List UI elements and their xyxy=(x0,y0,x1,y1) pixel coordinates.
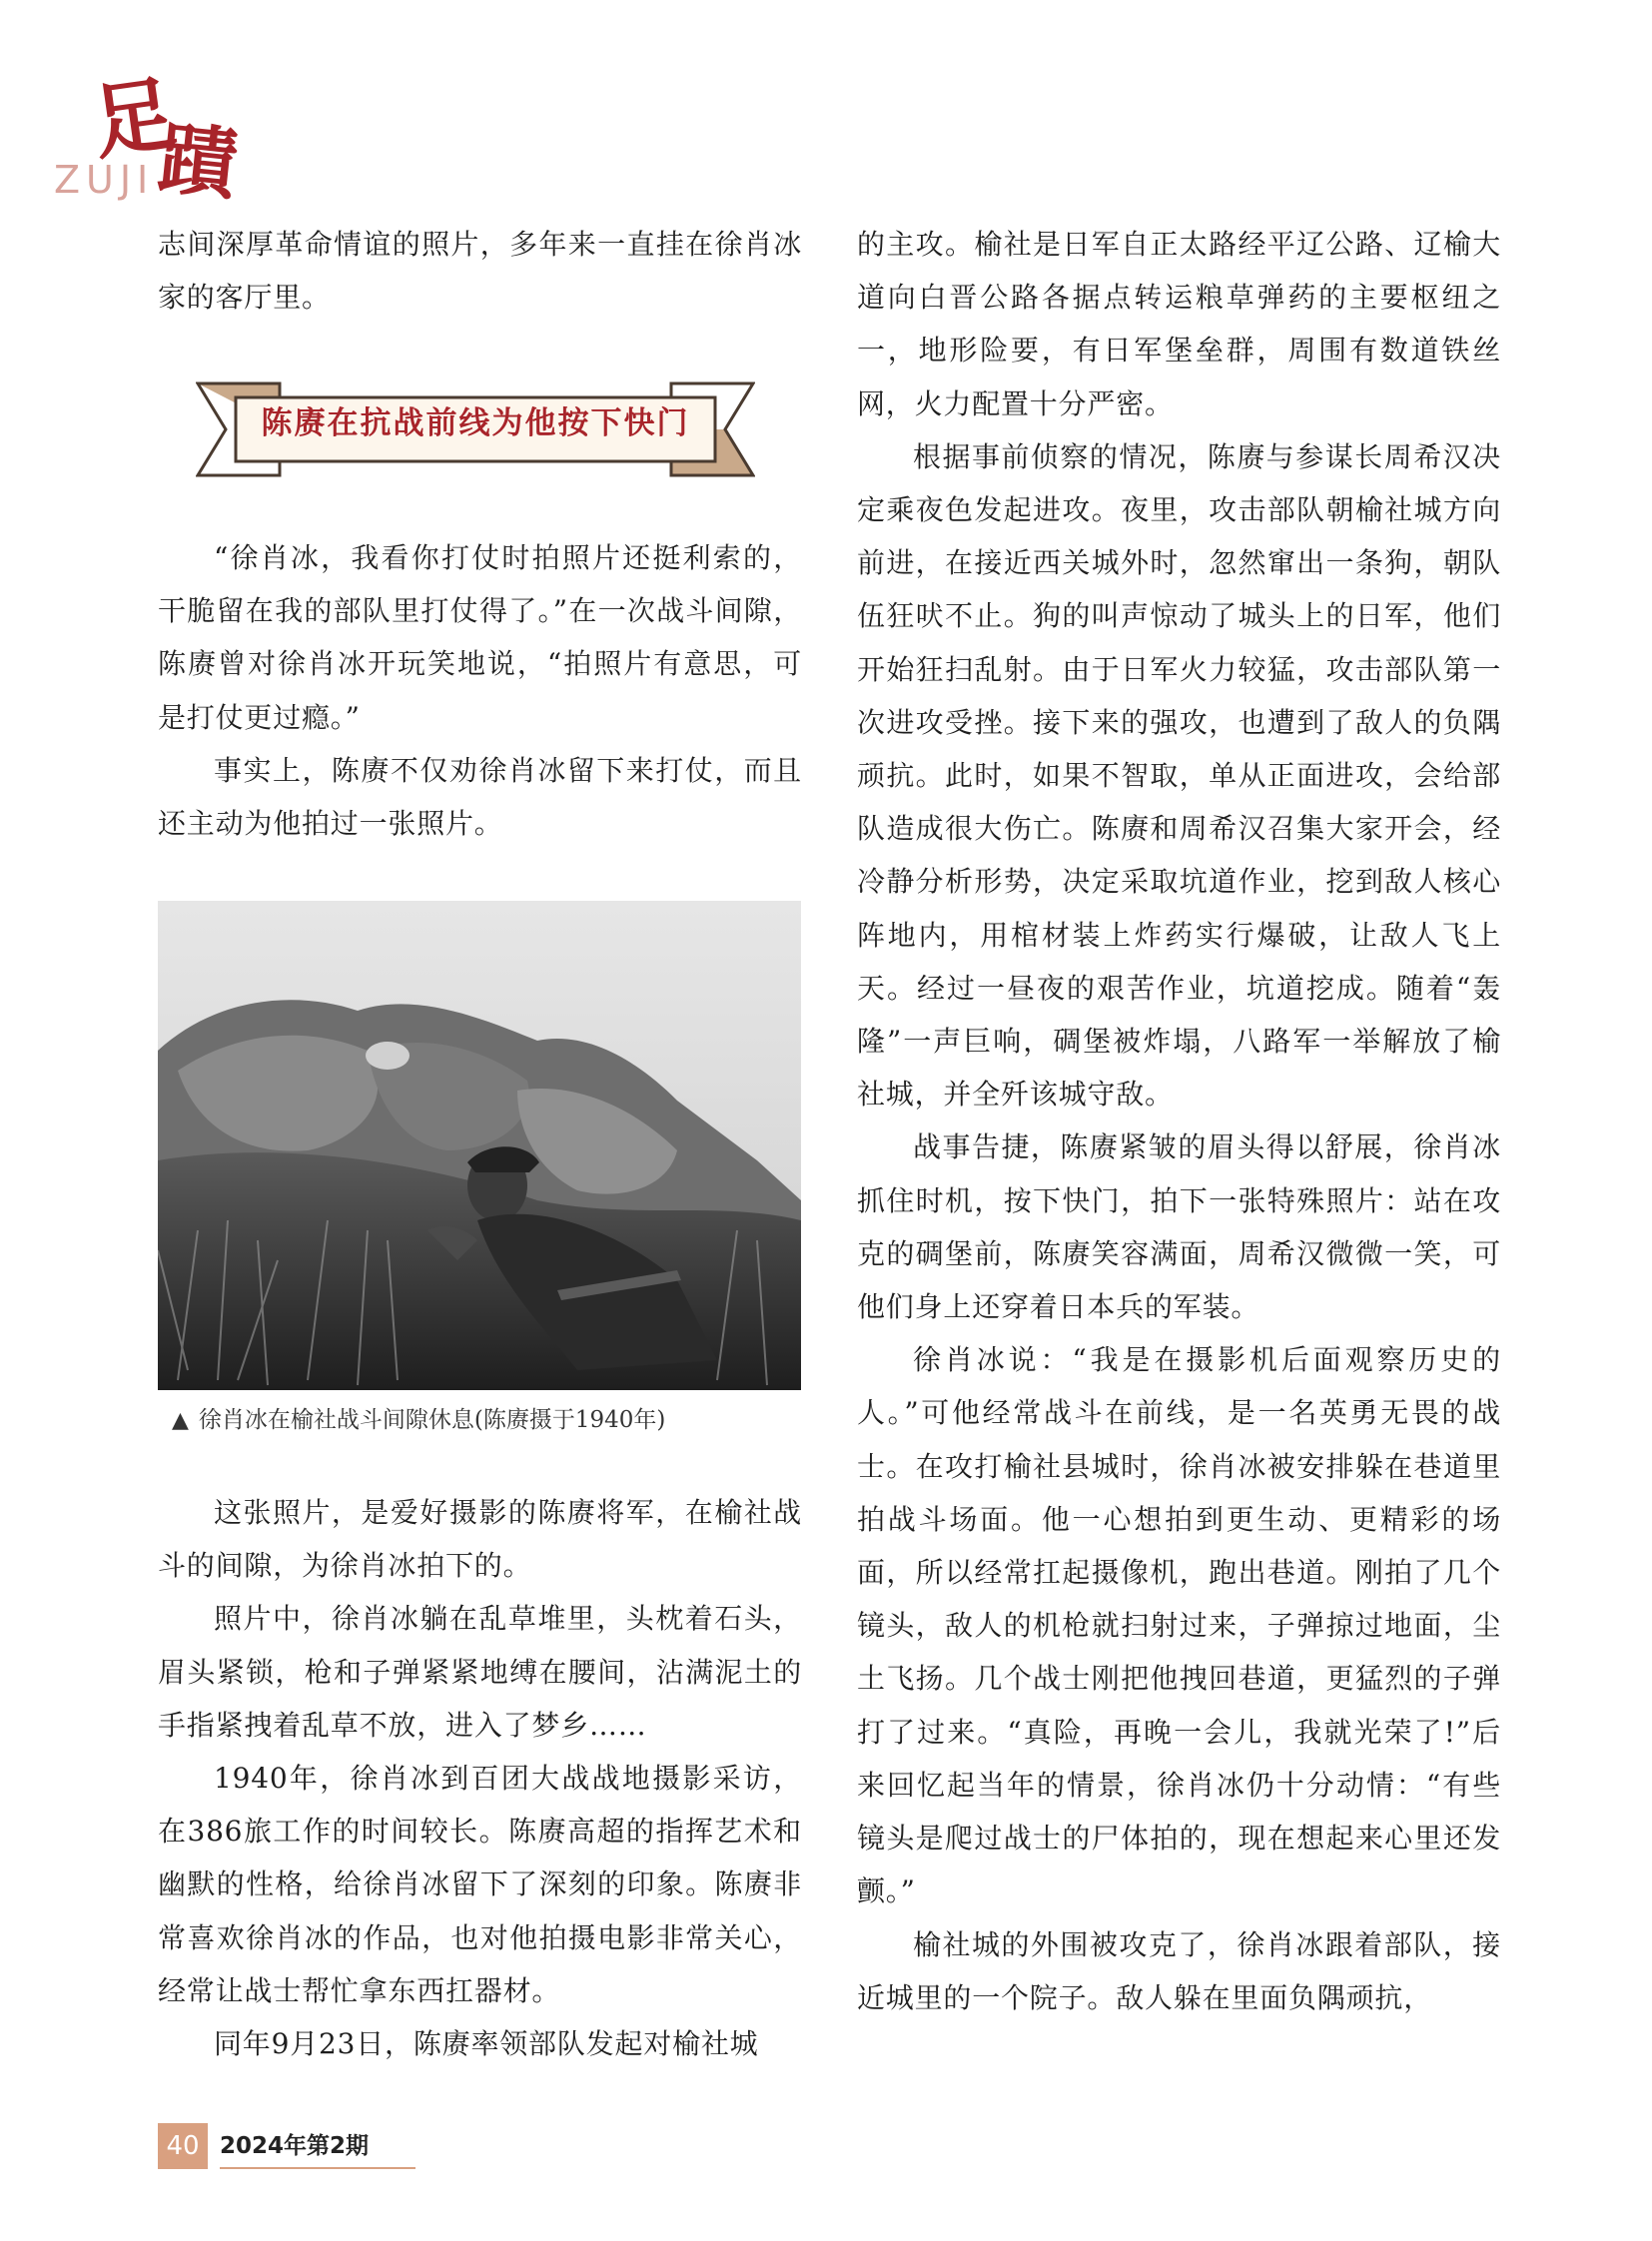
historical-photo xyxy=(158,901,801,1390)
paragraph: 照片中，徐肖冰躺在乱草堆里，头枕着石头，眉头紧锁，枪和子弹紧紧地缚在腰间，沾满泥土的手指紧拽着乱草不放，进入了梦乡…… xyxy=(158,1602,802,1742)
left-column-bottom xyxy=(158,1486,802,2070)
page-footer xyxy=(158,2123,415,2169)
paragraph: 志间深厚革命情谊的照片，多年来一直挂在徐肖冰家的客厅里。 xyxy=(158,228,802,315)
section-heading-banner xyxy=(196,379,755,479)
photo-caption xyxy=(172,1402,811,1439)
footer-divider xyxy=(220,2167,415,2169)
paragraph: 的主攻。榆社是日军自正太路经平辽公路、辽榆大道向白晋公路各据点转运粮草弹药的主要枢纽之一，地形险要，有日军堡垒群，周围有数道铁丝网，火力配置十分严密。 xyxy=(857,228,1501,420)
magazine-logo xyxy=(52,60,252,212)
logo-pinyin: ZUJI xyxy=(54,158,155,202)
paragraph: 战事告捷，陈赓紧皱的眉头得以舒展，徐肖冰抓住时机，按下快门，拍下一张特殊照片：站在攻克的碉堡前，陈赓笑容满面，周希汉微微一笑，可他们身上还穿着日本兵的军装。 xyxy=(857,1130,1501,1324)
paragraph: 这张照片，是爱好摄影的陈赓将军，在榆社战斗的间隙，为徐肖冰拍下的。 xyxy=(158,1496,802,1583)
paragraph: 根据事前侦察的情况，陈赓与参谋长周希汉决定乘夜色发起进攻。夜里，攻击部队朝榆社城方向前进，在接近西关城外时，忽然窜出一条狗，朝队伍狂吠不止。狗的叫声惊动了城头上的日军，他们开始狂扫乱射。由于日军火力较猛，攻击部队第一次进攻受挫。接下来的强攻，也遭到了敌人的负隅顽抗。此时，如果不智取，单从正面进攻，会给部队造成很大伤亡。陈赓和周希汉召集大家开会，经冷静分析形势，决定采取坑道作业，挖到敌人核心阵地内，用棺材装上炸药实行爆破，让敌人飞上天。经过一昼夜的艰苦作业，坑道挖成。随着“轰隆”一声巨响，碉堡被炸塌，八路军一举解放了榆社城，并全歼该城守敌。 xyxy=(857,439,1501,1112)
paragraph: 榆社城的外围被攻克了，徐肖冰跟着部队，接近城里的一个院子。敌人躲在里面负隅顽抗， xyxy=(857,1927,1501,2014)
paragraph: 徐肖冰说：“我是在摄影机后面观察历史的人。”可他经常战斗在前线，是一名英勇无畏的战士。在攻打榆社县城时，徐肖冰被安排躲在巷道里拍战斗场面。他一心想拍到更生动、更精彩的场面，所以经常扛起摄像机，跑出巷道。刚拍了几个镜头，敌人的机枪就扫射过来，子弹掠过地面，尘土飞扬。几个战士刚把他拽回巷道，更猛烈的子弹打了过来。“真险，再晚一会儿，我就光荣了!”后来回忆起当年的情景，徐肖冰仍十分动情：“有些镜头是爬过战士的尸体拍的，现在想起来心里还发颤。” xyxy=(857,1343,1501,1908)
right-column xyxy=(857,218,1501,2024)
paragraph: 同年9月23日，陈赓率领部队发起对榆社城 xyxy=(214,2027,759,2061)
logo-char-zu: 足 xyxy=(86,65,182,173)
paragraph: 1940年，徐肖冰到百团大战战地摄影采访，在386旅工作的时间较长。陈赓高超的指挥艺术和幽默的性格，给徐肖冰留下了深刻的印象。陈赓非常喜欢徐肖冰的作品，也对他拍摄电影非常关心，经常让战士帮忙拿东西扛器材。 xyxy=(158,1762,802,2007)
triangle-marker-icon: ▲ xyxy=(172,1408,189,1433)
caption-text: 徐肖冰在榆社战斗间隙休息(陈赓摄于1940年) xyxy=(198,1407,666,1433)
paragraph: 事实上，陈赓不仅劝徐肖冰留下来打仗，而且还主动为他拍过一张照片。 xyxy=(158,753,802,841)
page-number: 40 xyxy=(158,2123,208,2169)
soldier-resting-photo-icon xyxy=(158,901,801,1390)
section-heading: 陈赓在抗战前线为他按下快门 xyxy=(261,405,690,441)
left-column-top xyxy=(158,218,802,324)
left-column-middle xyxy=(158,531,802,850)
logo-char-ji: 蹟 xyxy=(154,113,242,212)
issue-label: 2024年第2期 xyxy=(220,2133,370,2159)
paragraph: “徐肖冰，我看你打仗时拍照片还挺利索的，干脆留在我的部队里打仗得了。”在一次战斗间隙，陈赓曾对徐肖冰开玩笑地说，“拍照片有意思，可是打仗更过瘾。” xyxy=(158,541,802,734)
